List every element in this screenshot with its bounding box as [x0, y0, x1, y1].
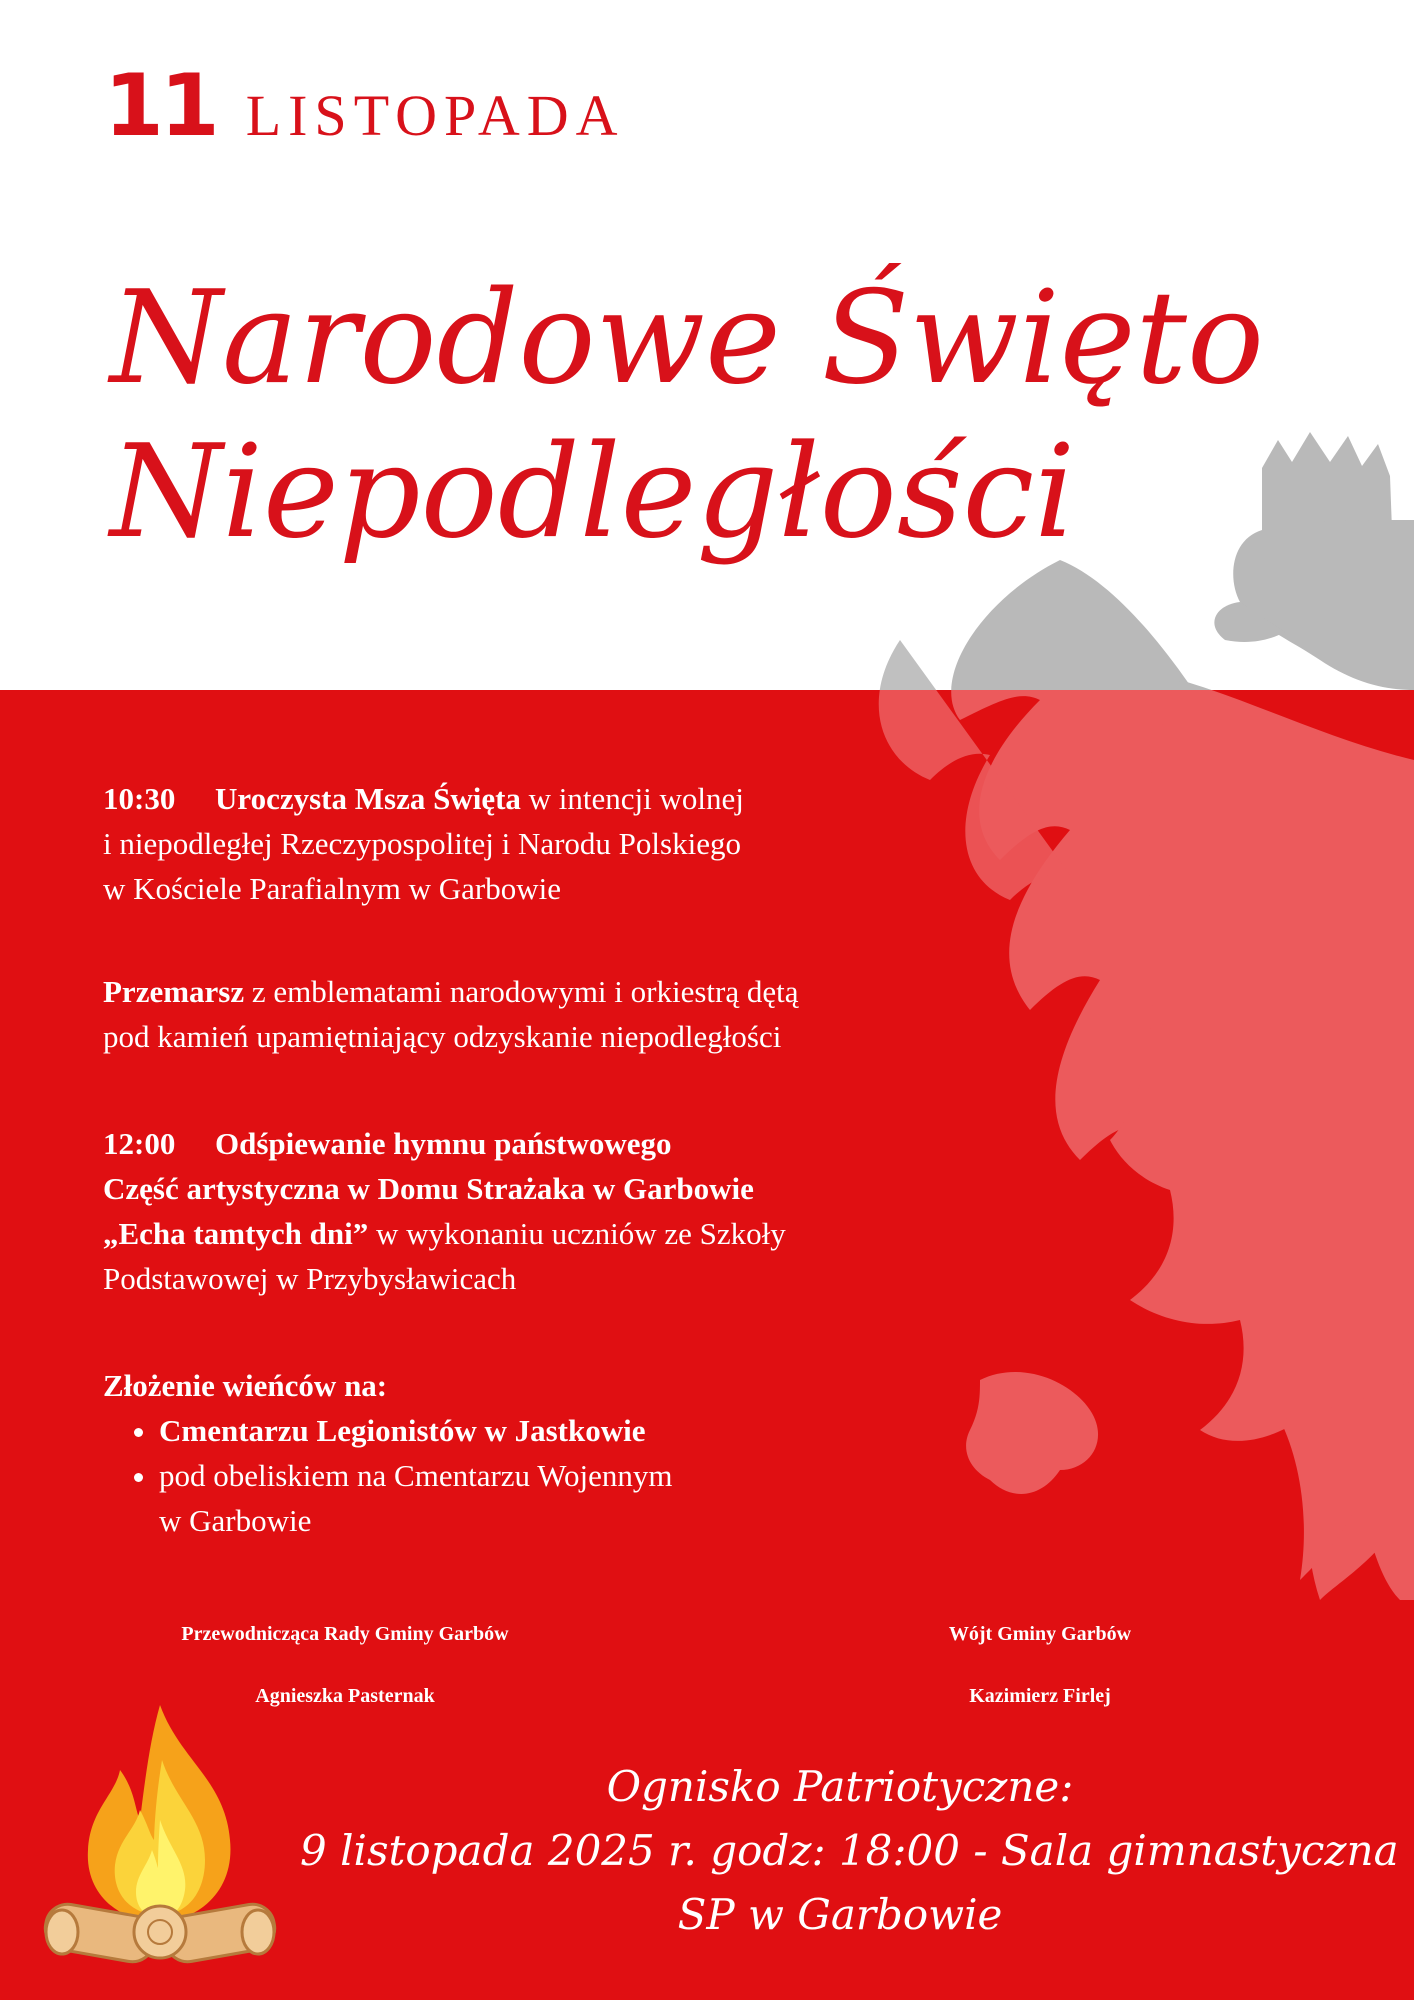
- campfire-icon: [40, 1700, 280, 1965]
- date-day: 11: [104, 56, 216, 156]
- wreath-item-2-line-1: pod obeliskiem na Cmentarzu Wojennym: [159, 1458, 673, 1493]
- signature-right-role: Wójt Gminy Garbów: [948, 1623, 1132, 1645]
- signature-left-name: Agnieszka Pasternak: [255, 1685, 435, 1707]
- signature-right-name: Kazimierz Firlej: [969, 1685, 1111, 1707]
- page-title: [110, 262, 1264, 570]
- anthem-time: 12:00: [103, 1126, 176, 1161]
- title-line-2: Niepodległości: [110, 418, 1076, 567]
- bonfire-announcement: [300, 1755, 1399, 1947]
- anthem-text-2: Część artystyczna w Domu Strażaka w Garbowie: [103, 1171, 754, 1206]
- date-month: LISTOPADA: [245, 83, 625, 148]
- mass-text-1: w intencji wolnej: [520, 781, 744, 816]
- wreaths-list: [103, 1408, 883, 1543]
- march-text-1: z emblematami narodowymi i orkiestrą dętą: [244, 974, 799, 1009]
- anthem-title: Odśpiewanie hymnu państwowego: [215, 1126, 672, 1161]
- performance-title: „Echa tamtych dni”: [103, 1216, 369, 1251]
- title-line-1: Narodowe Święto: [110, 264, 1264, 413]
- signature-left-role: Przewodnicząca Rady Gminy Garbów: [181, 1623, 509, 1645]
- program-mass: [103, 776, 883, 911]
- anthem-text-4: Podstawowej w Przybysławicach: [103, 1261, 517, 1296]
- event-program: [103, 776, 883, 1543]
- mass-title: Uroczysta Msza Święta: [215, 781, 521, 816]
- wreaths-title: Złożenie wieńców na:: [103, 1368, 388, 1403]
- bonfire-place: SP w Garbowie: [677, 1890, 1003, 1939]
- mass-text-3: w Kościele Parafialnym w Garbowie: [103, 871, 561, 906]
- wreath-item-1: Cmentarzu Legionistów w Jastkowie: [159, 1413, 646, 1448]
- mass-text-2: i niepodległej Rzeczypospolitej i Narodu Polskiego: [103, 826, 741, 861]
- list-item: [159, 1453, 883, 1543]
- program-anthem: [103, 1121, 883, 1301]
- event-date: [104, 56, 625, 156]
- bonfire-date: 9 listopada 2025 r. godz: 18:00 - Sala gimnastyczna: [300, 1826, 1399, 1875]
- program-march: [103, 969, 883, 1059]
- program-wreaths: [103, 1363, 883, 1543]
- march-text-2: pod kamień upamiętniający odzyskanie niepodległości: [103, 1019, 782, 1054]
- mass-time: 10:30: [103, 781, 176, 816]
- wreath-item-2-line-2: w Garbowie: [159, 1503, 312, 1538]
- bonfire-title: Ognisko Patriotyczne:: [606, 1762, 1074, 1811]
- list-item: [159, 1408, 883, 1453]
- march-title: Przemarsz: [103, 974, 245, 1009]
- anthem-text-3: w wykonaniu uczniów ze Szkoły: [368, 1216, 786, 1251]
